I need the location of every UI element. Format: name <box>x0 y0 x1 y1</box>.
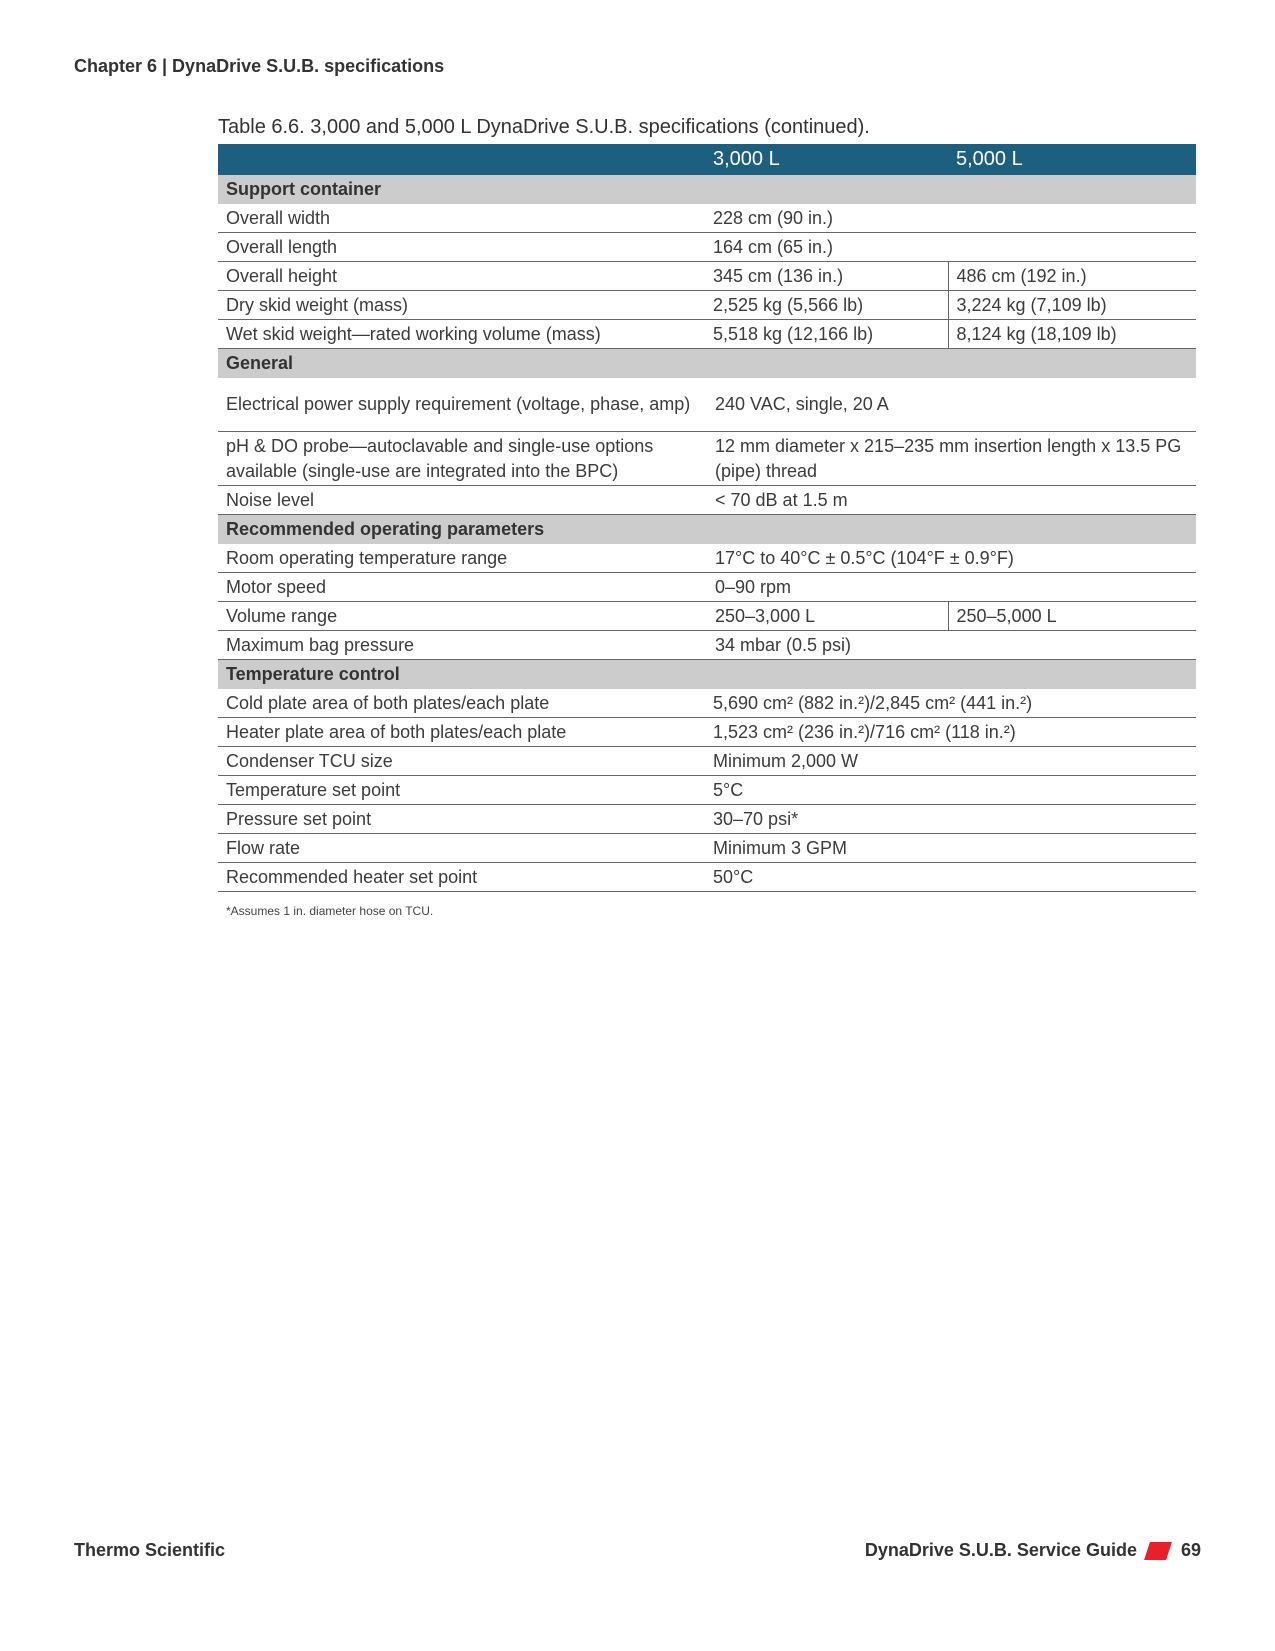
header-3000: 3,000 L <box>705 144 948 175</box>
row-label: Overall length <box>218 233 705 262</box>
row-label: pH & DO probe—autoclavable and single-use options available (single-use are integrated into the BPC) <box>218 432 705 486</box>
header-blank <box>218 144 705 175</box>
row-value-5000: 250–5,000 L <box>948 602 1196 631</box>
row-value: 0–90 rpm <box>705 573 1196 602</box>
row-value: 30–70 psi* <box>705 805 1196 834</box>
row-label: Noise level <box>218 486 705 515</box>
row-label: Recommended heater set point <box>218 863 705 892</box>
table-row <box>218 291 1196 320</box>
section-row <box>218 349 1196 379</box>
table-row <box>218 544 1196 573</box>
red-tab-icon <box>1144 1542 1172 1560</box>
table-row <box>218 747 1196 776</box>
table-row <box>218 262 1196 291</box>
row-label: Condenser TCU size <box>218 747 705 776</box>
row-value: 1,523 cm² (236 in.²)/716 cm² (118 in.²) <box>705 718 1196 747</box>
section-title: General <box>218 349 1196 379</box>
row-label: Dry skid weight (mass) <box>218 291 705 320</box>
row-label: Flow rate <box>218 834 705 863</box>
row-value: 5°C <box>705 776 1196 805</box>
row-value: Minimum 3 GPM <box>705 834 1196 863</box>
row-value: 50°C <box>705 863 1196 892</box>
section-title: Recommended operating parameters <box>218 515 1196 545</box>
section-title: Temperature control <box>218 660 1196 690</box>
row-value: 164 cm (65 in.) <box>705 233 1196 262</box>
row-label: Temperature set point <box>218 776 705 805</box>
row-label: Room operating temperature range <box>218 544 705 573</box>
row-label: Motor speed <box>218 573 705 602</box>
page-number: 69 <box>1180 1540 1201 1560</box>
row-label: Cold plate area of both plates/each plate <box>218 689 705 718</box>
table-caption: Table 6.6. 3,000 and 5,000 L DynaDrive S.U.B. specifications (continued). <box>218 116 870 138</box>
row-value: < 70 dB at 1.5 m <box>705 486 1196 515</box>
row-value: 228 cm (90 in.) <box>705 204 1196 233</box>
footer-guide-title: DynaDrive S.U.B. Service Guide <box>864 1540 1137 1560</box>
table-row <box>218 776 1196 805</box>
table-row <box>218 378 1196 432</box>
row-label: Electrical power supply requirement (voltage, phase, amp) <box>218 378 705 432</box>
row-value: 12 mm diameter x 215–235 mm insertion length x 13.5 PG (pipe) thread <box>705 432 1196 486</box>
table-row <box>218 631 1196 660</box>
row-value-5000: 8,124 kg (18,109 lb) <box>948 320 1196 349</box>
table-row <box>218 689 1196 718</box>
section-row <box>218 175 1196 204</box>
table-row <box>218 805 1196 834</box>
table-row <box>218 863 1196 892</box>
row-label: Overall width <box>218 204 705 233</box>
row-value: 240 VAC, single, 20 A <box>705 378 1196 432</box>
footer-brand: Thermo Scientific <box>74 1540 226 1560</box>
row-label: Heater plate area of both plates/each plate <box>218 718 705 747</box>
table-header-row <box>218 144 1196 175</box>
spec-table <box>218 144 1196 892</box>
row-value: 34 mbar (0.5 psi) <box>705 631 1196 660</box>
row-label: Pressure set point <box>218 805 705 834</box>
table-row <box>218 718 1196 747</box>
footer-right <box>865 1540 1201 1561</box>
table-row <box>218 602 1196 631</box>
row-value: Minimum 2,000 W <box>705 747 1196 776</box>
table-row <box>218 233 1196 262</box>
row-value-3000: 2,525 kg (5,566 lb) <box>705 291 948 320</box>
row-value-5000: 486 cm (192 in.) <box>948 262 1196 291</box>
table-row <box>218 573 1196 602</box>
row-value: 17°C to 40°C ± 0.5°C (104°F ± 0.9°F) <box>705 544 1196 573</box>
row-value-5000: 3,224 kg (7,109 lb) <box>948 291 1196 320</box>
header-5000: 5,000 L <box>948 144 1196 175</box>
table-footnote: *Assumes 1 in. diameter hose on TCU. <box>226 904 434 918</box>
section-title: Support container <box>218 175 1196 204</box>
section-row <box>218 660 1196 690</box>
table-row <box>218 486 1196 515</box>
row-label: Maximum bag pressure <box>218 631 705 660</box>
table-row <box>218 204 1196 233</box>
row-label: Wet skid weight—rated working volume (mass) <box>218 320 705 349</box>
section-row <box>218 515 1196 545</box>
row-value-3000: 5,518 kg (12,166 lb) <box>705 320 948 349</box>
table-row <box>218 320 1196 349</box>
table-row <box>218 834 1196 863</box>
row-value-3000: 250–3,000 L <box>705 602 948 631</box>
table-row <box>218 432 1196 486</box>
row-value-3000: 345 cm (136 in.) <box>705 262 948 291</box>
row-label: Volume range <box>218 602 705 631</box>
chapter-header: Chapter 6 | DynaDrive S.U.B. specifications <box>74 56 445 76</box>
row-label: Overall height <box>218 262 705 291</box>
row-value: 5,690 cm² (882 in.²)/2,845 cm² (441 in.²) <box>705 689 1196 718</box>
